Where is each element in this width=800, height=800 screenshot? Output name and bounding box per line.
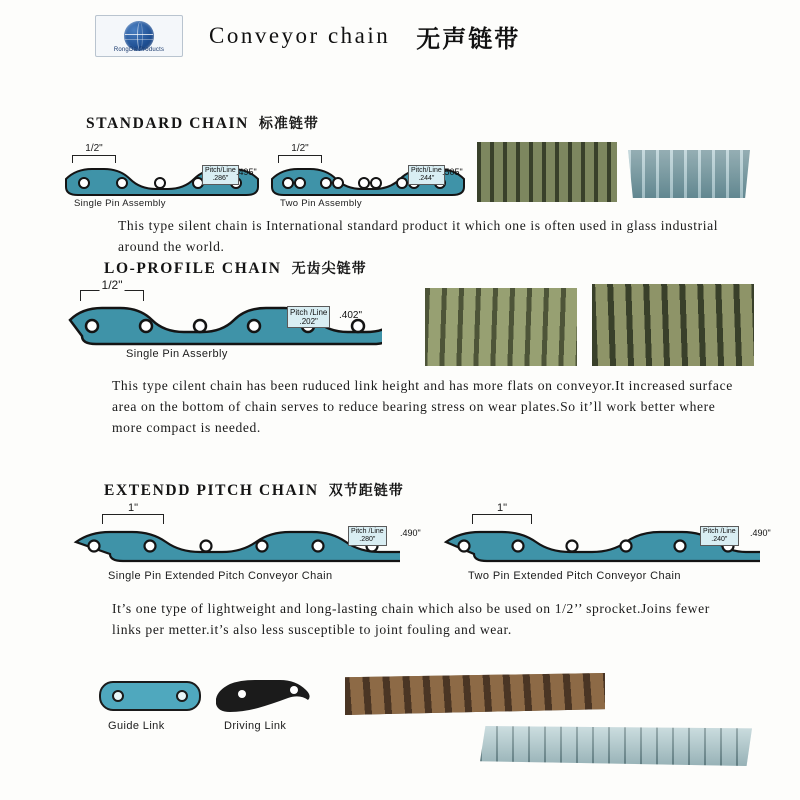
section-heading-standard xyxy=(86,113,319,133)
diagram-caption: Single Pin Extended Pitch Conveyor Chain xyxy=(108,570,333,582)
document-header xyxy=(95,10,715,62)
diagram-standard-two-pin xyxy=(266,143,476,209)
pitch-label: 1/2" xyxy=(291,143,309,154)
pitch-box-value: .240" xyxy=(711,536,728,543)
diagram-extended-two-pin xyxy=(440,502,771,582)
diagram-caption: Two Pin Extended Pitch Conveyor Chain xyxy=(468,570,681,582)
section-heading-extended-pitch-en: EXTENDD PITCH CHAIN xyxy=(104,482,319,499)
section-heading-extended-pitch-cn: 双节距链带 xyxy=(328,483,404,499)
diagram-caption: Single Pin Assembly xyxy=(74,198,166,209)
part-guide-link xyxy=(98,680,208,732)
pitch-brace xyxy=(472,502,532,524)
product-photo-standard-chain xyxy=(477,142,617,202)
paragraph-lo-profile: This type cilent chain has been ruduced link height and has more flats on conveyor.It increased surface area on the bottom of chain serves to reduce bearing stress on wear plates.So it’ll work better where more compact is needed. xyxy=(112,378,733,435)
diagram-extended-single-pin xyxy=(70,502,421,582)
pitch-label: 1/2" xyxy=(85,143,103,154)
outer-dimension: .490" xyxy=(750,528,771,538)
outer-dimension: .490" xyxy=(400,528,421,538)
logo-text: RongDa Products xyxy=(113,47,165,53)
paragraph-standard: This type silent chain is International standard product it which one is often used in glass industrial around the world. xyxy=(118,218,719,254)
pitch-box-title: Pitch/Line xyxy=(411,167,442,174)
pitch-brace xyxy=(72,143,116,163)
company-logo xyxy=(95,15,183,57)
pitch-box-value: .280" xyxy=(359,536,376,543)
pitch-box-value: .202" xyxy=(299,317,318,326)
product-photo-lo-profile-1 xyxy=(425,288,577,366)
section-heading-lo-profile-en: LO-PROFILE CHAIN xyxy=(104,260,282,277)
pitch-line-box xyxy=(700,526,739,546)
pitch-box-value: .286" xyxy=(212,175,229,182)
pitch-line-box xyxy=(287,306,330,328)
part-driving-link xyxy=(216,678,326,730)
pitch-box-title: Pitch /Line xyxy=(290,308,328,317)
section-heading-lo-profile-cn: 无齿尖链带 xyxy=(291,261,367,277)
pitch-brace xyxy=(278,143,322,163)
product-photo-lo-profile-2 xyxy=(592,284,754,366)
paragraph-extended-pitch: It’s one type of lightweight and long-lasting chain which also be used on 1/2’’ sprocket.Joins fewer links per metter.it’s also less susceptible to joint fouling and wear. xyxy=(112,601,710,637)
page-title-cn: 无声链带 xyxy=(416,24,521,53)
pitch-brace xyxy=(102,502,164,524)
pitch-label: 1" xyxy=(127,502,139,514)
outer-dimension: .495" xyxy=(236,167,257,177)
product-photo-standard-belt xyxy=(628,150,750,198)
pitch-box-value: .244" xyxy=(418,175,435,182)
product-photo-brown-chain xyxy=(345,673,605,715)
pitch-box-title: Pitch /Line xyxy=(351,528,384,535)
pitch-brace xyxy=(80,278,144,301)
section-heading-standard-cn: 标准链带 xyxy=(258,116,319,132)
pitch-box-title: Pitch /Line xyxy=(703,528,736,535)
diagram-lo-profile-single-pin xyxy=(62,278,382,360)
page-title-en: Conveyor chain xyxy=(209,23,391,48)
diagram-caption: Two Pin Assembly xyxy=(280,198,362,209)
pitch-label: 1" xyxy=(496,502,508,514)
section-heading-lo-profile xyxy=(104,258,367,278)
diagram-standard-single-pin xyxy=(60,143,270,209)
pitch-line-box xyxy=(348,526,387,546)
pitch-line-box xyxy=(408,165,445,185)
pitch-label: 1/2" xyxy=(101,278,123,292)
pitch-box-title: Pitch/Line xyxy=(205,167,236,174)
section-heading-standard-en: STANDARD CHAIN xyxy=(86,115,249,132)
product-photo-blue-belt xyxy=(480,726,752,766)
outer-dimension: .505" xyxy=(442,167,463,177)
outer-dimension: .402" xyxy=(339,310,363,321)
part-label: Guide Link xyxy=(108,720,165,732)
part-label: Driving Link xyxy=(224,720,287,732)
diagram-caption: Single Pin Asserbly xyxy=(126,348,228,360)
pitch-line-box xyxy=(202,165,239,185)
section-heading-extended-pitch xyxy=(104,480,404,500)
